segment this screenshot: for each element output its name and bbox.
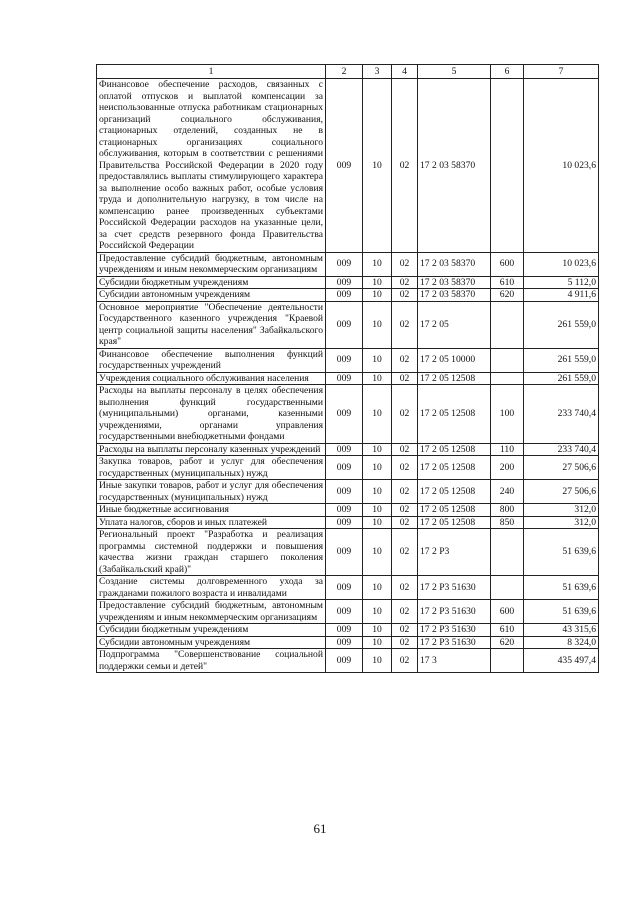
row-description: Учреждения социального обслуживания населения: [97, 372, 326, 385]
row-description: Финансовое обеспечение выполнения функций государственных учреждений: [97, 348, 326, 372]
column-header: 7: [524, 65, 599, 79]
amount-cell: 27 506,6: [524, 456, 599, 480]
target-article-cell: 17 2 P3 51630: [418, 624, 491, 637]
column-header: 5: [418, 65, 491, 79]
amount-cell: 4 911,6: [524, 289, 599, 302]
table-row: [97, 348, 599, 372]
amount-cell: 43 315,6: [524, 624, 599, 637]
row-description: Расходы на выплаты персоналу казенных учреждений: [97, 443, 326, 456]
budget-table: [96, 64, 599, 673]
section-code-cell: 10: [363, 649, 392, 673]
section-code-cell: 10: [363, 576, 392, 600]
subsection-code-cell: 02: [392, 276, 418, 289]
column-header: 1: [97, 65, 326, 79]
page-number: 61: [313, 821, 327, 836]
target-article-cell: 17 2 P3: [418, 529, 491, 576]
target-article-cell: 17 2 03 58370: [418, 276, 491, 289]
subsection-code-cell: 02: [392, 79, 418, 253]
ministry-code-cell: 009: [326, 301, 363, 348]
table-row: [97, 576, 599, 600]
table-row: [97, 443, 599, 456]
expense-type-cell: 620: [491, 636, 524, 649]
target-article-cell: 17 2 03 58370: [418, 79, 491, 253]
table-row: [97, 504, 599, 517]
ministry-code-cell: 009: [326, 636, 363, 649]
ministry-code-cell: 009: [326, 276, 363, 289]
ministry-code-cell: 009: [326, 504, 363, 517]
section-code-cell: 10: [363, 289, 392, 302]
expense-type-cell: 200: [491, 456, 524, 480]
section-code-cell: 10: [363, 480, 392, 504]
subsection-code-cell: 02: [392, 576, 418, 600]
row-description: Подпрограмма "Совершенствование социальной поддержки семьи и детей": [97, 649, 326, 673]
expense-type-cell: [491, 348, 524, 372]
ministry-code-cell: 009: [326, 529, 363, 576]
amount-cell: 261 559,0: [524, 372, 599, 385]
row-description: Финансовое обеспечение расходов, связанных с оплатой отпусков и выплатой компенсации за неиспользованные отпуска работникам стационарных организаций социального обслуживания, стационарных отделений, созданных не в стационарных организациях социального обслуживания, которым в соответствии с решениями Правительства Российской Федерации в 2020 году предоставлялись выплаты стимулирующего характера за выполнение особо важных работ, особые условия труда и дополнительную нагрузку, в том числе на компенсацию ранее произведенных субъектами Российской Федерации расходов на указанные цели, за счет средств резервного фонда Правительства Российской Федерации: [97, 79, 326, 253]
section-code-cell: 10: [363, 276, 392, 289]
table-row: [97, 385, 599, 444]
amount-cell: 5 112,0: [524, 276, 599, 289]
row-description: Иные закупки товаров, работ и услуг для обеспечения государственных (муниципальных) нужд: [97, 480, 326, 504]
ministry-code-cell: 009: [326, 456, 363, 480]
target-article-cell: 17 2 05 12508: [418, 385, 491, 444]
section-code-cell: 10: [363, 636, 392, 649]
row-description: Субсидии бюджетным учреждениям: [97, 624, 326, 637]
section-code-cell: 10: [363, 372, 392, 385]
amount-cell: 435 497,4: [524, 649, 599, 673]
row-description: Субсидии бюджетным учреждениям: [97, 276, 326, 289]
ministry-code-cell: 009: [326, 516, 363, 529]
target-article-cell: 17 2 05 10000: [418, 348, 491, 372]
section-code-cell: 10: [363, 600, 392, 624]
row-description: Основное мероприятие "Обеспечение деятельности Государственного казенного учреждения "Краевой центр социальной защиты населения" Забайкальского края": [97, 301, 326, 348]
section-code-cell: 10: [363, 79, 392, 253]
target-article-cell: 17 2 05 12508: [418, 504, 491, 517]
table-header-row: [97, 65, 599, 79]
expense-type-cell: 240: [491, 480, 524, 504]
row-description: Создание системы долговременного ухода за гражданами пожилого возраста и инвалидами: [97, 576, 326, 600]
expense-type-cell: [491, 301, 524, 348]
ministry-code-cell: 009: [326, 289, 363, 302]
amount-cell: 8 324,0: [524, 636, 599, 649]
target-article-cell: 17 2 P3 51630: [418, 576, 491, 600]
target-article-cell: 17 2 05 12508: [418, 372, 491, 385]
ministry-code-cell: 009: [326, 624, 363, 637]
expense-type-cell: 620: [491, 289, 524, 302]
subsection-code-cell: 02: [392, 372, 418, 385]
amount-cell: 312,0: [524, 504, 599, 517]
ministry-code-cell: 009: [326, 443, 363, 456]
subsection-code-cell: 02: [392, 456, 418, 480]
expense-type-cell: 600: [491, 600, 524, 624]
amount-cell: 27 506,6: [524, 480, 599, 504]
table-row: [97, 79, 599, 253]
expense-type-cell: [491, 649, 524, 673]
ministry-code-cell: 009: [326, 480, 363, 504]
expense-type-cell: 800: [491, 504, 524, 517]
expense-type-cell: [491, 576, 524, 600]
table-row: [97, 516, 599, 529]
expense-type-cell: [491, 529, 524, 576]
amount-cell: 261 559,0: [524, 348, 599, 372]
amount-cell: 10 023,6: [524, 252, 599, 276]
ministry-code-cell: 009: [326, 372, 363, 385]
column-header: 4: [392, 65, 418, 79]
target-article-cell: 17 2 05 12508: [418, 516, 491, 529]
subsection-code-cell: 02: [392, 649, 418, 673]
table-row: [97, 372, 599, 385]
table-row: [97, 301, 599, 348]
column-header: 3: [363, 65, 392, 79]
expense-type-cell: [491, 79, 524, 253]
expense-type-cell: 100: [491, 385, 524, 444]
subsection-code-cell: 02: [392, 443, 418, 456]
target-article-cell: 17 2 05 12508: [418, 443, 491, 456]
row-description: Предоставление субсидий бюджетным, автономным учреждениям и иным некоммерческим организациям: [97, 600, 326, 624]
column-header: 6: [491, 65, 524, 79]
amount-cell: 51 639,6: [524, 529, 599, 576]
target-article-cell: 17 2 05 12508: [418, 480, 491, 504]
amount-cell: 261 559,0: [524, 301, 599, 348]
subsection-code-cell: 02: [392, 516, 418, 529]
section-code-cell: 10: [363, 456, 392, 480]
expense-type-cell: 850: [491, 516, 524, 529]
ministry-code-cell: 009: [326, 252, 363, 276]
expense-type-cell: [491, 372, 524, 385]
table-row: [97, 289, 599, 302]
section-code-cell: 10: [363, 301, 392, 348]
section-code-cell: 10: [363, 385, 392, 444]
section-code-cell: 10: [363, 443, 392, 456]
section-code-cell: 10: [363, 252, 392, 276]
table-row: [97, 252, 599, 276]
ministry-code-cell: 009: [326, 348, 363, 372]
table-row: [97, 456, 599, 480]
expense-type-cell: 610: [491, 276, 524, 289]
subsection-code-cell: 02: [392, 385, 418, 444]
table-row: [97, 624, 599, 637]
subsection-code-cell: 02: [392, 600, 418, 624]
subsection-code-cell: 02: [392, 348, 418, 372]
target-article-cell: 17 3: [418, 649, 491, 673]
ministry-code-cell: 009: [326, 79, 363, 253]
table-row: [97, 600, 599, 624]
amount-cell: 233 740,4: [524, 443, 599, 456]
row-description: Предоставление субсидий бюджетным, автономным учреждениям и иным некоммерческим организациям: [97, 252, 326, 276]
row-description: Субсидии автономным учреждениям: [97, 289, 326, 302]
expense-type-cell: 110: [491, 443, 524, 456]
section-code-cell: 10: [363, 516, 392, 529]
target-article-cell: 17 2 03 58370: [418, 289, 491, 302]
row-description: Иные бюджетные ассигнования: [97, 504, 326, 517]
section-code-cell: 10: [363, 504, 392, 517]
subsection-code-cell: 02: [392, 480, 418, 504]
column-header: 2: [326, 65, 363, 79]
amount-cell: 312,0: [524, 516, 599, 529]
target-article-cell: 17 2 05: [418, 301, 491, 348]
ministry-code-cell: 009: [326, 649, 363, 673]
target-article-cell: 17 2 03 58370: [418, 252, 491, 276]
ministry-code-cell: 009: [326, 385, 363, 444]
subsection-code-cell: 02: [392, 636, 418, 649]
row-description: Расходы на выплаты персоналу в целях обеспечения выполнения функций государственными (муниципальными) органами, казенными учреждениями, органами управления государственными внебюджетными фондами: [97, 385, 326, 444]
expense-type-cell: 600: [491, 252, 524, 276]
amount-cell: 10 023,6: [524, 79, 599, 253]
ministry-code-cell: 009: [326, 576, 363, 600]
table-row: [97, 636, 599, 649]
row-description: Региональный проект "Разработка и реализация программы системной поддержки и повышения качества жизни граждан старшего поколения (Забайкальский край)": [97, 529, 326, 576]
amount-cell: 233 740,4: [524, 385, 599, 444]
table-row: [97, 529, 599, 576]
section-code-cell: 10: [363, 348, 392, 372]
target-article-cell: 17 2 P3 51630: [418, 636, 491, 649]
table-row: [97, 649, 599, 673]
subsection-code-cell: 02: [392, 252, 418, 276]
table-row: [97, 276, 599, 289]
ministry-code-cell: 009: [326, 600, 363, 624]
expense-type-cell: 610: [491, 624, 524, 637]
subsection-code-cell: 02: [392, 504, 418, 517]
target-article-cell: 17 2 P3 51630: [418, 600, 491, 624]
row-description: Уплата налогов, сборов и иных платежей: [97, 516, 326, 529]
target-article-cell: 17 2 05 12508: [418, 456, 491, 480]
row-description: Закупка товаров, работ и услуг для обеспечения государственных (муниципальных) нужд: [97, 456, 326, 480]
section-code-cell: 10: [363, 624, 392, 637]
section-code-cell: 10: [363, 529, 392, 576]
subsection-code-cell: 02: [392, 301, 418, 348]
amount-cell: 51 639,6: [524, 600, 599, 624]
amount-cell: 51 639,6: [524, 576, 599, 600]
row-description: Субсидии автономным учреждениям: [97, 636, 326, 649]
subsection-code-cell: 02: [392, 624, 418, 637]
subsection-code-cell: 02: [392, 289, 418, 302]
subsection-code-cell: 02: [392, 529, 418, 576]
table-row: [97, 480, 599, 504]
